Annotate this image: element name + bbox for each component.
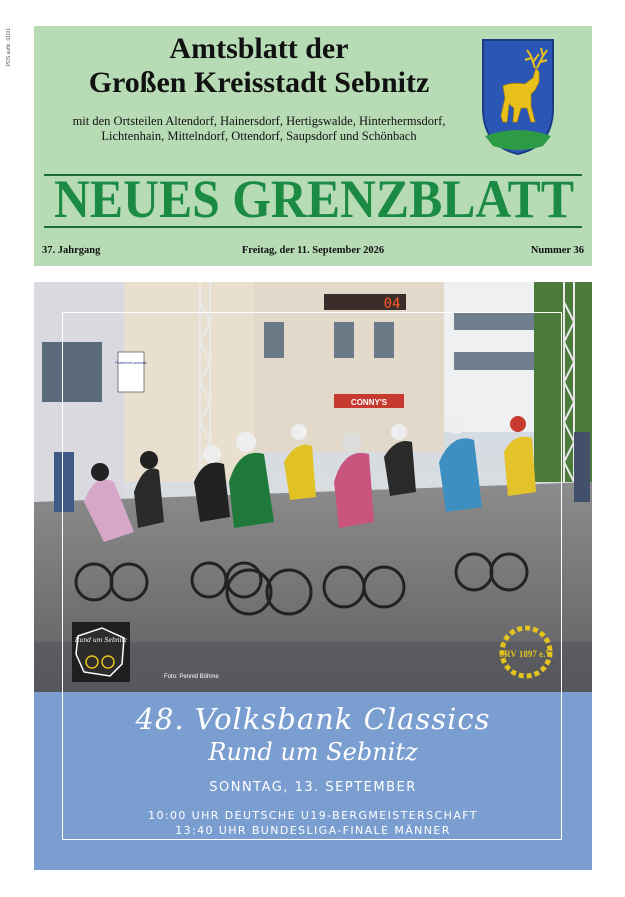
parking-sign: Parkschein-automat	[115, 361, 147, 365]
issue-year: 37. Jahrgang	[42, 245, 101, 256]
brand-text: NEUES GRENZBLATT	[54, 169, 574, 226]
issue-date: Freitag, der 11. September 2026	[241, 245, 385, 256]
race-logo-text: Rund um Sebnitz	[74, 637, 128, 644]
event-banner	[34, 692, 592, 870]
shop-sign: CONNY'S	[350, 398, 388, 407]
clock-display: 04	[383, 296, 401, 312]
race-logo-icon	[72, 622, 130, 682]
side-note: PDS aufbr. 01/01	[6, 28, 12, 67]
issue-number: Nummer 36	[530, 245, 584, 256]
club-logo-icon	[496, 624, 556, 680]
event-title: 48. Volksbank Classics	[135, 702, 491, 736]
club-logo-text: SRV 1897 e.V.	[499, 649, 553, 659]
masthead	[34, 26, 592, 266]
brand-rule-bottom	[44, 226, 582, 228]
event-date: SONNTAG, 13. SEPTEMBER	[209, 780, 417, 795]
masthead-subtitle	[54, 114, 464, 144]
schedule-item: 10:00 UHR DEUTSCHE U19-BERGMEISTERSCHAFT	[148, 809, 478, 822]
schedule-item: 13:40 UHR BUNDESLIGA-FINALE MÄNNER	[175, 824, 451, 837]
masthead-title-line2: Großen Kreisstadt Sebnitz	[88, 66, 430, 99]
photo-credit: Foto: Pennid Böhme	[164, 674, 219, 680]
cover-photo	[34, 282, 592, 692]
subtitle-line1: mit den Ortsteilen Altendorf, Hainersdorf, Hertigswalde, Hinterhermsdorf,	[72, 114, 446, 128]
subtitle-line2: Lichtenhain, Mittelndorf, Ottendorf, Saupsdorf und Schönbach	[101, 129, 417, 143]
coat-of-arms-icon	[481, 38, 555, 156]
event-subtitle: Rund um Sebnitz	[208, 738, 418, 766]
masthead-title-line1: Amtsblatt der	[169, 32, 349, 65]
brand-wordmark	[38, 162, 590, 226]
